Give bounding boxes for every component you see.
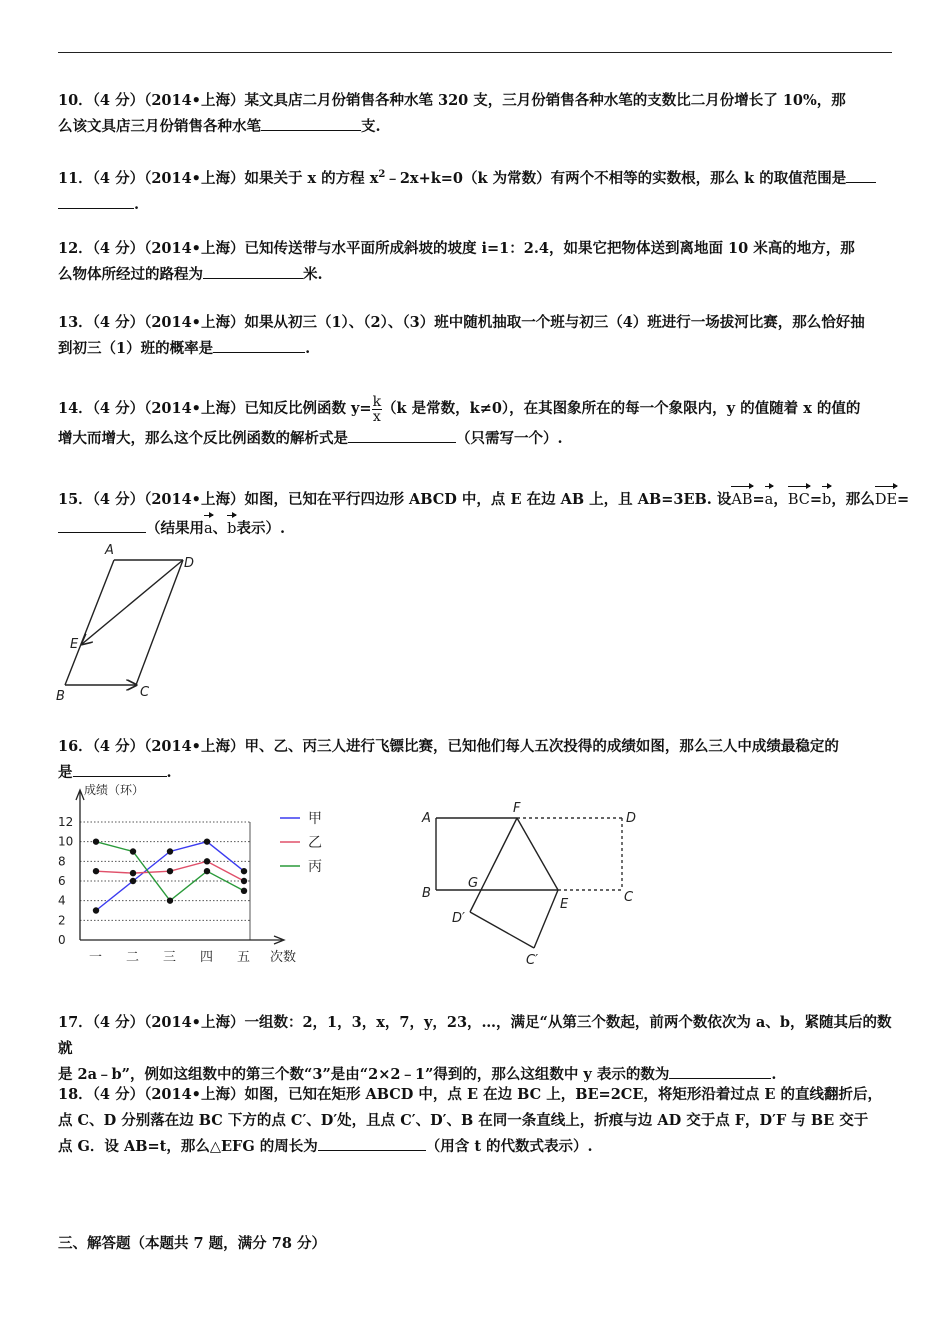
q15-text-3: （结果用 bbox=[146, 520, 204, 537]
label-b: B bbox=[422, 886, 431, 901]
equals: = bbox=[809, 491, 823, 508]
vector-b: b bbox=[822, 484, 831, 513]
q18-line1: 18．（4 分）（2014•上海）如图，已知在矩形 ABCD 中，点 E 在边 BC 上，BE=2CE，将矩形沿着过点 E 的直线翻折后， bbox=[58, 1086, 883, 1103]
vector-b: b bbox=[227, 513, 236, 542]
header-rule bbox=[58, 52, 892, 53]
frac-denominator: x bbox=[372, 408, 381, 425]
label-a: A bbox=[105, 543, 114, 558]
q17-line1: 17．（4 分）（2014•上海）一组数：2，1，3，x，7，y，23，…，满足“从第三个数起，前两个数依次为 a、b，紧随其后的数就 bbox=[58, 1014, 892, 1057]
answer-blank-10[interactable] bbox=[261, 114, 361, 131]
x-axis-title: 次数 bbox=[270, 950, 297, 965]
chart-legend bbox=[280, 811, 322, 875]
q12-text: 么物体所经过的路程为 bbox=[58, 266, 203, 283]
q18-line2: 点 C、D 分别落在边 BC 下方的点 C′、D′处，且点 C′、D′、B 在同一条直线上，折痕与边 AD 交于点 F，D′F 与 BE 交于 bbox=[58, 1112, 869, 1129]
answer-blank-16[interactable] bbox=[73, 760, 167, 777]
label-c-prime: C′ bbox=[526, 953, 539, 968]
q10-text: 么该文具店三月份销售各种水笔 bbox=[58, 118, 261, 135]
y-tick-label: 12 bbox=[58, 815, 74, 829]
q15-text: 15．（4 分）（2014•上海）如图，已知在平行四边形 ABCD 中，点 E 在边 AB 上，且 AB=3EB. 设 bbox=[58, 491, 732, 508]
q12-line1: 12．（4 分）（2014•上海）已知传送带与水平面所成斜坡的坡度 i=1：2.4，如果它把物体送到离地面 10 米高的地方，那 bbox=[58, 240, 855, 257]
data-point bbox=[130, 878, 136, 884]
label-d: D bbox=[184, 556, 195, 571]
legend-label: 甲 bbox=[308, 811, 322, 827]
data-point bbox=[93, 838, 99, 844]
answer-blank-11a[interactable] bbox=[846, 166, 876, 183]
q11-line1 bbox=[58, 162, 894, 192]
data-point bbox=[204, 838, 210, 844]
data-point bbox=[167, 868, 173, 874]
segment-c-prime-e bbox=[534, 890, 558, 948]
question-18 bbox=[58, 1082, 894, 1160]
vector-a: a bbox=[765, 484, 774, 513]
exponent: 2 bbox=[378, 169, 386, 180]
data-point bbox=[241, 888, 247, 894]
q16-end: . bbox=[166, 764, 172, 781]
answer-blank-18[interactable] bbox=[318, 1134, 426, 1151]
q12-unit: 米. bbox=[303, 266, 323, 283]
question-10 bbox=[58, 88, 894, 140]
q10-unit: 支. bbox=[361, 118, 381, 135]
x-tick-label: 四 bbox=[200, 950, 214, 965]
q11-text-2: ﹣2x+k=0（k 为常数）有两个不相等的实数根，那么 k 的取值范围是 bbox=[385, 169, 847, 187]
y-tick-label: 0 bbox=[58, 933, 66, 947]
y-tick-label: 8 bbox=[58, 854, 66, 869]
answer-blank-17[interactable] bbox=[669, 1062, 771, 1079]
data-point bbox=[93, 907, 99, 913]
x-tick-label: 一 bbox=[89, 950, 103, 965]
data-point bbox=[167, 897, 173, 903]
label-g: G bbox=[468, 876, 479, 891]
q18-line3 bbox=[58, 1134, 894, 1160]
q14-line1 bbox=[58, 392, 894, 426]
x-tick-label: 三 bbox=[163, 950, 177, 965]
q13-line2 bbox=[58, 336, 894, 362]
question-14 bbox=[58, 392, 894, 452]
q14-text-3: 增大而增大，那么这个反比例函数的解析式是 bbox=[58, 430, 348, 447]
question-15 bbox=[58, 484, 910, 542]
q13-line1: 13．（4 分）（2014•上海）如果从初三（1）、（2）、（3）班中随机抽取一个班与初三（4）班进行一场拔河比赛，那么恰好抽 bbox=[58, 314, 865, 331]
y-tick-label: 6 bbox=[58, 874, 66, 888]
q14-text: 14．（4 分）（2014•上海）已知反比例函数 y= bbox=[58, 400, 372, 417]
equals: = bbox=[752, 491, 765, 508]
q11-line2 bbox=[58, 192, 894, 218]
figure-folded-rectangle bbox=[410, 800, 650, 970]
q13-text: 到初三（1）班的概率是 bbox=[58, 340, 214, 357]
data-point bbox=[241, 868, 247, 874]
q15-end: 表示）. bbox=[236, 520, 286, 537]
x-tick-label: 五 bbox=[237, 950, 251, 965]
q14-end: （只需写一个）. bbox=[456, 430, 563, 447]
separator: 、 bbox=[212, 520, 228, 537]
vector-a: a bbox=[204, 513, 213, 542]
answer-blank-14[interactable] bbox=[348, 426, 456, 443]
vector-bc: BC bbox=[788, 484, 810, 513]
q10-line2 bbox=[58, 114, 894, 140]
question-13 bbox=[58, 310, 894, 362]
y-tick-label: 4 bbox=[58, 893, 66, 908]
y-tick-label: 10 bbox=[58, 834, 74, 849]
label-b: B bbox=[56, 689, 65, 704]
legend-label: 丙 bbox=[308, 859, 322, 875]
q14-line2 bbox=[58, 426, 894, 452]
data-point bbox=[93, 868, 99, 874]
answer-blank-13[interactable] bbox=[213, 336, 305, 353]
q16-line1: 16．（4 分）（2014•上海）甲、乙、丙三人进行飞镖比赛，已知他们每人五次投得的成绩如图，那么三人中成绩最稳定的 bbox=[58, 738, 839, 755]
vector-ab: AB bbox=[731, 484, 752, 513]
data-point bbox=[204, 868, 210, 874]
label-e: E bbox=[70, 637, 79, 652]
data-point bbox=[241, 878, 247, 884]
data-point bbox=[130, 870, 136, 876]
question-11 bbox=[58, 162, 894, 218]
question-16 bbox=[58, 734, 894, 786]
label-c: C bbox=[140, 685, 150, 700]
data-point bbox=[167, 848, 173, 854]
q16-text: 是 bbox=[58, 764, 73, 781]
q17-text: 是 2a﹣b”，例如这组数中的第三个数“3”是由“2×2﹣1”得到的，那么这组数中 y 表示的数为 bbox=[58, 1066, 670, 1083]
q17-end: . bbox=[771, 1066, 777, 1083]
q18-end: （用含 t 的代数式表示）. bbox=[425, 1138, 593, 1155]
chart-series bbox=[93, 838, 247, 913]
figure-parallelogram bbox=[50, 540, 220, 705]
label-d: D bbox=[626, 811, 637, 826]
frac-numerator: k bbox=[372, 393, 382, 410]
q11-text: 11．（4 分）（2014•上海）如果关于 x 的方程 x bbox=[58, 169, 379, 187]
question-17 bbox=[58, 1010, 894, 1088]
label-e: E bbox=[560, 897, 569, 912]
segment-fd-prime bbox=[470, 818, 517, 912]
answer-blank-12[interactable] bbox=[203, 262, 303, 279]
q13-end: . bbox=[305, 340, 311, 357]
q12-line2 bbox=[58, 262, 894, 288]
q10-line1: 10．（4 分）（2014•上海）某文具店二月份销售各种水笔 320 支，三月份销售各种水笔的支数比二月份增长了 10%，那 bbox=[58, 92, 846, 109]
label-a: A bbox=[422, 811, 431, 826]
q14-text-2: （k 是常数，k≠0），在其图象所在的每一个象限内，y 的值随着 x 的值的 bbox=[382, 400, 861, 417]
question-12 bbox=[58, 236, 894, 288]
y-tick-label: 2 bbox=[58, 913, 66, 928]
q15-line1 bbox=[58, 484, 910, 513]
data-point bbox=[130, 848, 136, 854]
crease-fe bbox=[517, 818, 558, 890]
q11-end: . bbox=[134, 195, 140, 213]
label-f: F bbox=[513, 801, 521, 816]
answer-blank-15[interactable] bbox=[58, 516, 146, 533]
data-point bbox=[204, 858, 210, 864]
label-c: C bbox=[624, 890, 634, 905]
answer-blank-11[interactable] bbox=[58, 192, 134, 209]
label-d-prime: D′ bbox=[452, 911, 465, 926]
q15-line2 bbox=[58, 513, 894, 542]
legend-label: 乙 bbox=[308, 835, 322, 851]
fraction-k-over-x bbox=[372, 395, 382, 424]
equals: = bbox=[897, 491, 910, 508]
score-line-chart bbox=[50, 780, 340, 970]
vector-de: DE bbox=[875, 484, 897, 513]
section-heading-3: 三、解答题（本题共 7 题，满分 78 分） bbox=[58, 1235, 326, 1252]
q15-text-2: ，那么 bbox=[831, 491, 875, 508]
x-tick-label: 二 bbox=[126, 950, 140, 965]
y-axis-title: 成绩（环） bbox=[84, 783, 145, 797]
q18-text: 点 G．设 AB=t，那么△EFG 的周长为 bbox=[58, 1138, 318, 1155]
segment-d-prime-c-prime bbox=[470, 912, 534, 948]
comma: ， bbox=[773, 491, 788, 508]
side-ab bbox=[65, 560, 114, 685]
